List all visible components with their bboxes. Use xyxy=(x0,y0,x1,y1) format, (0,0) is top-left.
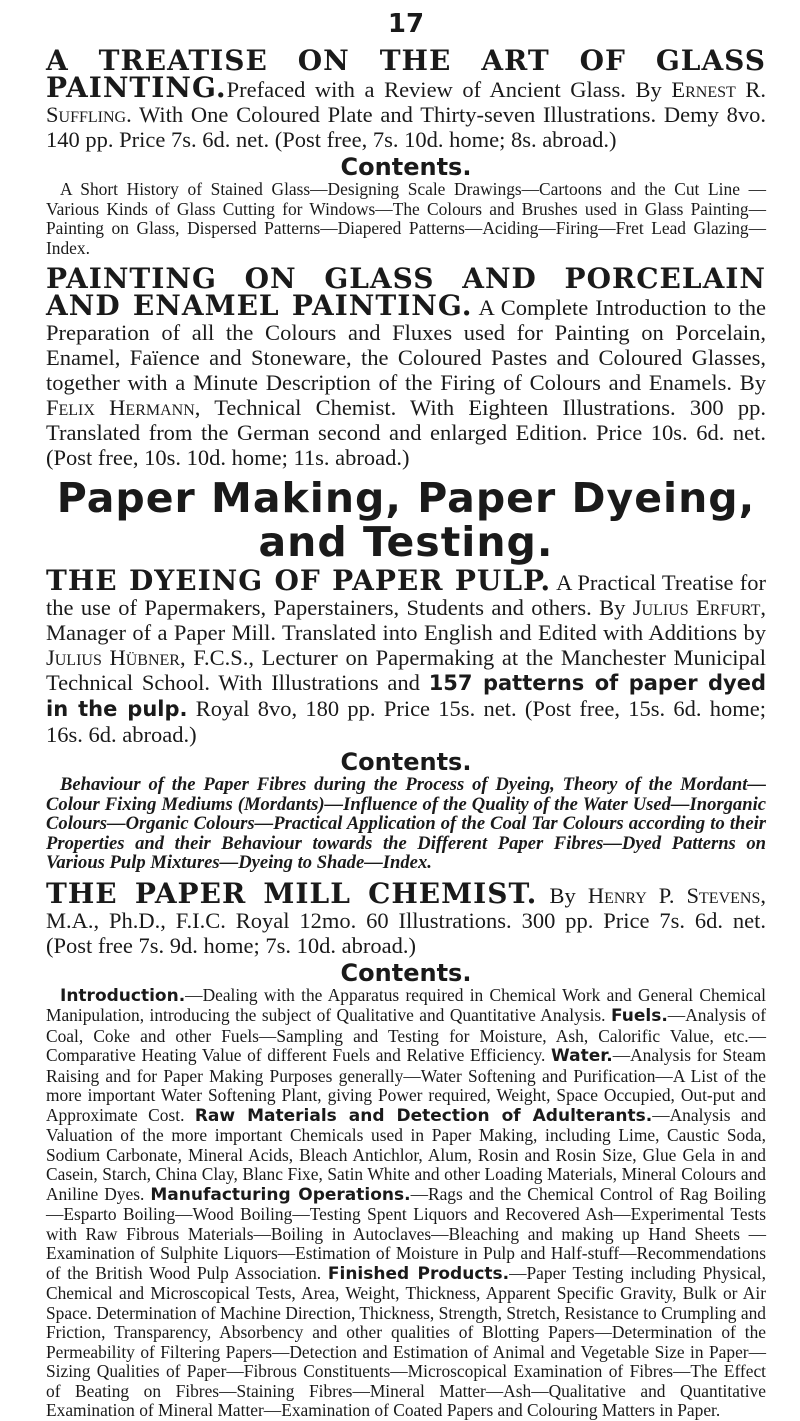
entry-text: Royal 8vo, 180 pp. Price 15s. net. (Post free, 15s. 6d. home; 16s. 6d. abroad.) xyxy=(46,696,766,747)
author-name: Julius Erfurt, xyxy=(632,595,767,620)
author-name: Julius Hübner, xyxy=(46,645,186,670)
author-name: Felix Hermann, xyxy=(46,395,201,420)
section-heading-line: and Testing. xyxy=(258,518,554,566)
contents-section-text: —Rags and the Chemical Control of Rag Boiling—Esparto Boiling—Wood Boiling—Testing Spent Liquors and Recovered Ash—Experimental Tests with Raw Fibrous Materials—Boiling in Autoclaves—Bleaching and making up Hand Sheets —Examination of Sulphite Liquors—Estimation of Moisture in Pulp and Half-stuff—Recommendations of the British Wood Pulp Association. xyxy=(46,1183,766,1283)
contents-section-text: —Analysis of Coal, Coke and other Fuels—Sampling and Testing for Moisture, Ash, Calorific Value, etc.—Comparative Heating Value of different Fuels and Relative Efficiency. xyxy=(46,1005,767,1065)
contents-heading: Contents. xyxy=(340,153,472,181)
section-heading-line: Paper Making, Paper Dyeing, xyxy=(56,474,756,522)
contents-section-heading: Manufacturing Operations. xyxy=(150,1184,411,1205)
page-number: 17 xyxy=(387,9,425,39)
entry-title: PAINTING ON GLASS AND PORCELAIN AND ENAMEL PAINTING. xyxy=(46,262,766,322)
contents-text: Behaviour of the Paper Fibres during the Process of Dyeing, Theory of the Mordant—Colour Fixing Mediums (Mordants)—Influence of the Quality of the Water Used—Inorganic Colours—Organic Colours—Practical Application of the Coal Tar Colours according to their Properties and their Behaviour towards the Different Paper Fibres—Dyed Patterns on Various Pulp Mixtures—Dyeing to Shade—Index. xyxy=(46,774,766,873)
contents-section-heading: Water. xyxy=(551,1046,613,1066)
contents-heading: Contents. xyxy=(340,748,472,776)
entry-description xyxy=(46,44,766,152)
entry-text: Prefaced with a Review of Ancient Glass. By xyxy=(226,77,672,102)
contents-section-heading: Fuels. xyxy=(610,1006,668,1026)
entry-text: F.C.S., Lecturer on Papermaking at the Manchester Municipal Technical School. With Illustrations and xyxy=(46,645,766,695)
contents-text xyxy=(46,986,766,1421)
contents-section-heading: Raw Materials and Detection of Adulterants. xyxy=(194,1105,653,1126)
entry-porcelain-painting xyxy=(46,262,766,470)
entry-text: Manager of a Paper Mill. Translated into English and Edited with Additions by xyxy=(46,620,766,645)
entry-text: Technical Chemist. With Eighteen Illustrations. 300 pp. Translated from the German second and enlarged Edition. Price 10s. 6d. net. (Post free, 10s. 10d. home; 11s. abroad.) xyxy=(46,395,766,470)
contents-text: A Short History of Stained Glass—Designing Scale Drawings—Cartoons and the Cut Line —Various Kinds of Glass Cutting for Windows—The Colours and Brushes used in Glass Painting—Painting on Glass, Dispersed Patterns—Diapered Patterns—Aciding—Firing—Fret Lead Glazing—Index. xyxy=(46,179,766,258)
contents-heading: Contents. xyxy=(340,958,472,987)
entry-text: A Practical Treatise for the use of Papermakers, Paperstainers, Students and others. By xyxy=(46,570,766,620)
entry-text: M.A., Ph.D., F.I.C. Royal 12mo. 60 Illustrations. 300 pp. Price 7s. 6d. net. (Post free 7s. 9d. home; 7s. 10d. abroad.) xyxy=(46,907,766,958)
contents-section-text: —Paper Testing including Physical, Chemical and Microscopical Tests, Area, Weight, Thickness, Apparent Specific Gravity, Bulk or Air Space. Determination of Machine Direction, Thickness, Strength, Stretch, Resistance to Crumpling and Friction, Transparency, Absorbency and other qualities of Blotting Papers—Determination of the Permeability of Filtering Papers—Detection and Estimation of Animal and Vegetable Size in Paper—Sizing Qualities of Paper—Fibrous Constituents—Microscopical Examination of Fibres—The Effect of Beating on Fibres—Staining Fibres—Mineral Matter—Ash—Qualitative and Quantitative Examination of Mineral Matter—Examination of Coated Papers and Colouring Matters in Paper. xyxy=(46,1262,766,1420)
entry-text: A Complete Introduction to the Preparation of all the Colours and Fluxes used for Painting on Porcelain, Enamel, Faïence and Stoneware, the Coloured Pastes and Coloured Glasses, together with a Minute Description of the Firing of Colours and Enamels. By xyxy=(46,295,766,395)
contents-section-text: —Analysis and Valuation of the more important Chemicals used in Paper Making, including Lime, Caustic Soda, Sodium Carbonate, Mineral Acids, Bleach Antichlor, Alum, Rosin and Rosin Size, Glue Gela in and Casein, Starch, China Clay, Blanc Fixe, Satin White and other Loading Materials, Mineral Colours and Aniline Dyes. xyxy=(46,1104,767,1204)
entry-title: A TREATISE ON THE ART OF GLASS PAINTING. xyxy=(46,44,766,104)
contents-section-text: —Dealing with the Apparatus required in Chemical Work and General Chemical Manipulation, introducing the subject of Qualitative and Quantitative Analysis. xyxy=(46,984,766,1025)
contents-section-text: —Analysis for Steam Raising and for Paper Making Purposes generally—Water Softening and Purification—A List of the more important Water Softening Plant, giving Power required, Weight, Space Occupied, Out-put and Approximate Cost. xyxy=(46,1045,767,1125)
highlight-text: 157 patterns of paper dyed in the pulp. xyxy=(46,671,767,721)
entry-title: THE PAPER MILL CHEMIST. xyxy=(46,876,538,910)
author-name: Ernest R. Suffling. xyxy=(46,77,766,127)
section-heading xyxy=(46,476,766,564)
entry-text: By xyxy=(537,882,588,908)
entry-description xyxy=(46,876,766,958)
contents-section-heading: Introduction. xyxy=(60,985,186,1006)
entry-title: THE DYEING OF PAPER PULP. xyxy=(46,564,552,597)
author-name: Henry P. Stevens, xyxy=(587,882,766,908)
entry-dyeing-paper-pulp xyxy=(46,564,767,873)
contents-section-heading: Finished Products. xyxy=(327,1263,510,1284)
entry-glass-painting xyxy=(46,44,766,258)
entry-paper-mill-chemist xyxy=(46,876,767,1421)
entry-text: With One Coloured Plate and Thirty-seven Illustrations. Demy 8vo. 140 pp. Price 7s. 6d. net. (Post free, 7s. 10d. home; 8s. abroad.) xyxy=(46,102,766,152)
entry-description xyxy=(46,262,766,470)
entry-description xyxy=(46,564,767,747)
